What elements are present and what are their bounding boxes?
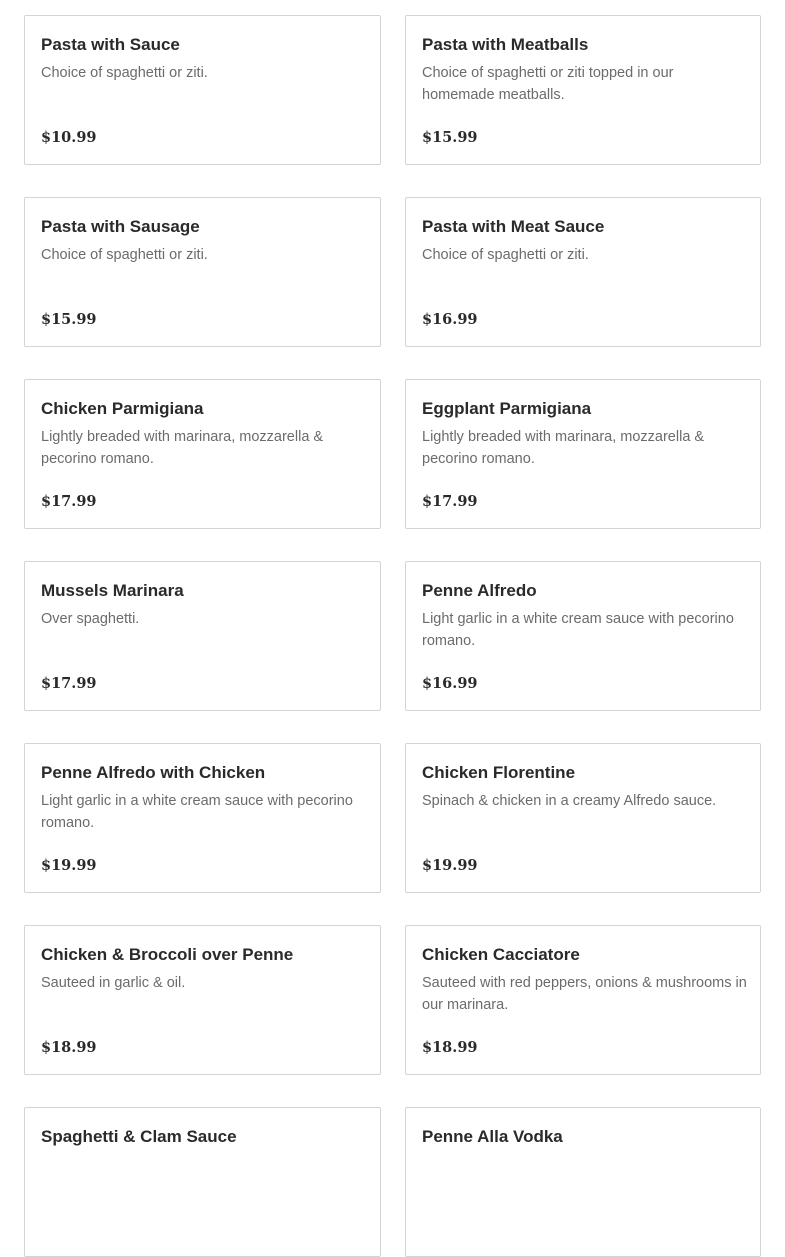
menu-item-description: Over spaghetti.	[41, 611, 140, 627]
menu-item-description: Choice of spaghetti or ziti topped in our homemade meatballs.	[422, 65, 674, 103]
menu-item-card[interactable]	[405, 925, 761, 1075]
menu-item-card[interactable]	[24, 197, 381, 347]
menu-item-price: $17.99	[422, 493, 478, 510]
menu-item-name: Penne Alfredo	[422, 581, 537, 600]
menu-item-name: Pasta with Meat Sauce	[422, 217, 605, 236]
menu-item-name: Pasta with Sauce	[41, 35, 180, 54]
menu-item-name: Chicken Parmigiana	[41, 399, 204, 418]
menu-item-price: $15.99	[41, 311, 97, 328]
menu-item-card[interactable]	[405, 15, 761, 165]
menu-item-card[interactable]	[24, 925, 381, 1075]
menu-item-description: Choice of spaghetti or ziti.	[422, 247, 589, 263]
menu-item-description: Lightly breaded with marinara, mozzarella & pecorino romano.	[422, 429, 705, 467]
menu-item-card[interactable]	[405, 379, 761, 529]
menu-item-card[interactable]	[24, 561, 381, 711]
menu-item-description: Light garlic in a white cream sauce with pecorino romano.	[41, 793, 353, 831]
menu-item-name: Spaghetti & Clam Sauce	[41, 1127, 237, 1146]
menu-item-name: Penne Alfredo with Chicken	[41, 763, 266, 782]
menu-item-card[interactable]	[405, 561, 761, 711]
menu-item-card[interactable]	[24, 15, 381, 165]
menu-item-description: Sauteed with red peppers, onions & mushrooms in our marinara.	[422, 975, 747, 1013]
menu-item-price: $10.99	[41, 129, 97, 146]
menu-item-name: Mussels Marinara	[41, 581, 184, 600]
menu-item-price: $19.99	[422, 857, 478, 874]
menu-item-price: $17.99	[41, 493, 97, 510]
menu-item-price: $18.99	[41, 1039, 97, 1056]
menu-item-price: $16.99	[422, 675, 478, 692]
menu-item-grid	[24, 15, 761, 1257]
menu-item-card[interactable]	[24, 743, 381, 893]
menu-item-description: Light garlic in a white cream sauce with pecorino romano.	[422, 611, 734, 649]
menu-item-card[interactable]	[24, 1107, 381, 1257]
menu-item-name: Eggplant Parmigiana	[422, 399, 592, 418]
menu-item-card[interactable]	[405, 743, 761, 893]
menu-item-description: Sauteed in garlic & oil.	[41, 975, 186, 991]
menu-item-card[interactable]	[405, 197, 761, 347]
menu-item-description: Lightly breaded with marinara, mozzarella & pecorino romano.	[41, 429, 324, 467]
menu-item-description: Choice of spaghetti or ziti.	[41, 247, 208, 263]
menu-item-description: Spinach & chicken in a creamy Alfredo sauce.	[422, 793, 717, 809]
menu-item-name: Pasta with Sausage	[41, 217, 200, 236]
menu-item-name: Pasta with Meatballs	[422, 35, 589, 54]
menu-item-price: $17.99	[41, 675, 97, 692]
menu-item-name: Chicken & Broccoli over Penne	[41, 945, 294, 964]
menu-item-price: $16.99	[422, 311, 478, 328]
menu-item-price: $19.99	[41, 857, 97, 874]
menu-item-card[interactable]	[24, 379, 381, 529]
menu-item-name: Chicken Florentine	[422, 763, 576, 782]
menu-item-card[interactable]	[405, 1107, 761, 1257]
menu-item-name: Penne Alla Vodka	[422, 1127, 563, 1146]
menu-item-name: Chicken Cacciatore	[422, 945, 580, 964]
menu-item-description: Choice of spaghetti or ziti.	[41, 65, 208, 81]
menu-item-price: $15.99	[422, 129, 478, 146]
menu-item-price: $18.99	[422, 1039, 478, 1056]
